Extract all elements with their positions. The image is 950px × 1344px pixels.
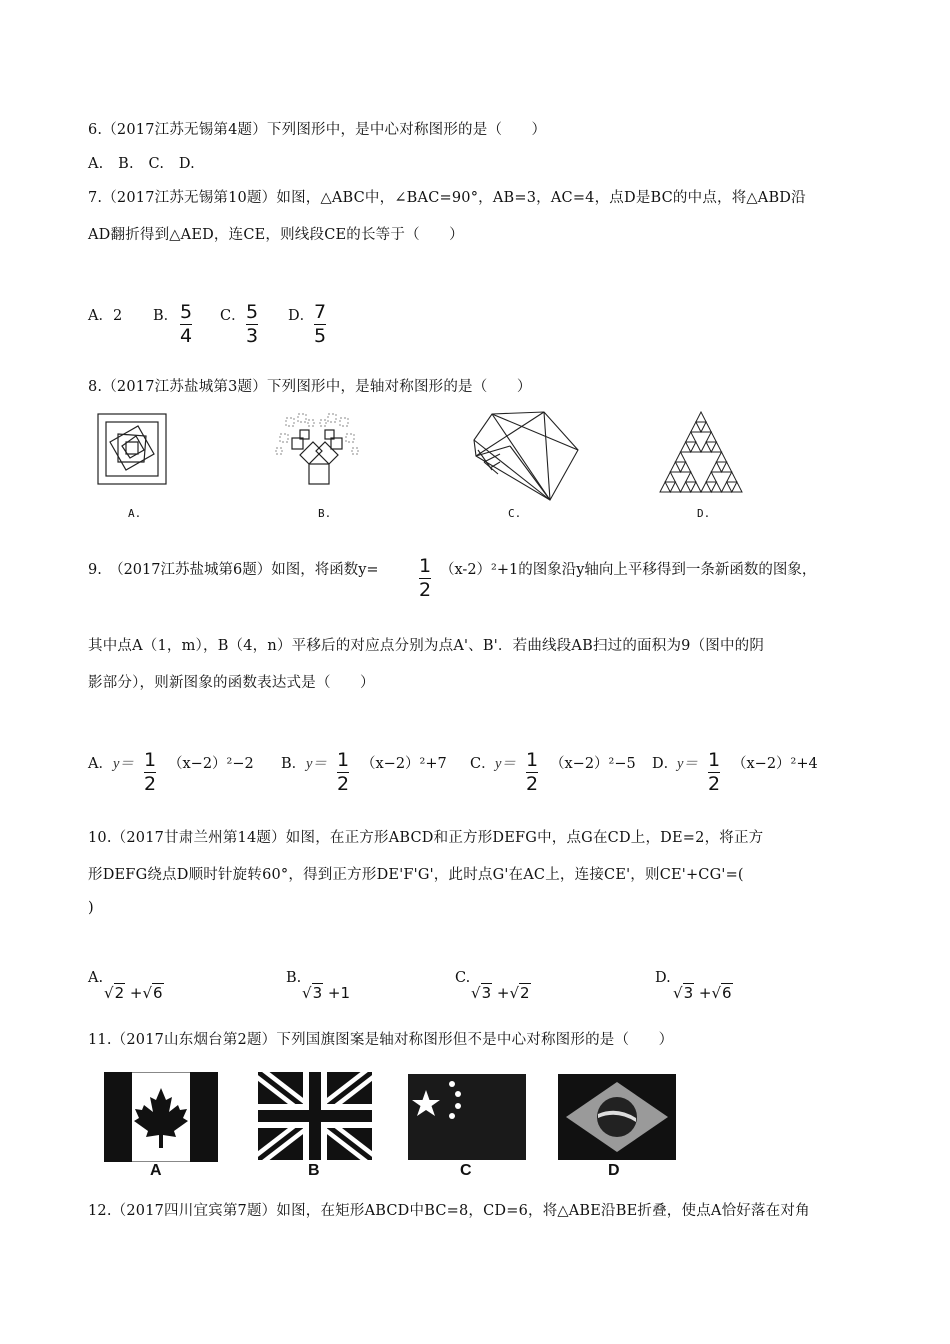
q11-label-a: A [150, 1162, 162, 1179]
q9-opt-d-tail: （x−2）²+4 [732, 756, 818, 772]
q6-options: A. B. C. D. [88, 156, 195, 172]
q9-line2: 其中点A（1，m），B（4，n）平移后的对应点分别为点A'、B'．若曲线段AB扫过的面积为9（图中的阴 [88, 638, 765, 654]
q9-opt-d-fraction: 1 2 [708, 749, 721, 795]
q10-opt-a-value: √2 +√6 [104, 984, 163, 1002]
q8-stem: 8.（2017江苏盐城第3题）下列图形中，是轴对称图形的是（ ） [88, 379, 532, 395]
q9-opt-b-label: B． [281, 756, 307, 772]
q9-opt-b-tail: （x−2）²+7 [361, 756, 447, 772]
q9-fraction: 1 2 [419, 555, 432, 601]
q9-line3: 影部分），则新图象的函数表达式是（ ） [88, 675, 375, 691]
q9-line1-start: 9. （2017江苏盐城第6题）如图，将函数y= [88, 562, 379, 578]
q9-opt-b-fraction: 1 2 [337, 749, 350, 795]
q11-stem: 11.（2017山东烟台第2题）下列国旗图案是轴对称图形但不是中心对称图形的是（ ） [88, 1032, 674, 1048]
q12-stem: 12.（2017四川宜宾第7题）如图，在矩形ABCD中BC=8，CD=6，将△ABE沿BE折叠，使点A恰好落在对角 [88, 1203, 810, 1219]
q10-opt-d-value: √3 +√6 [673, 984, 732, 1002]
q6-stem: 6.（2017江苏无锡第4题）下列图形中，是中心对称图形的是（ ） [88, 122, 547, 138]
q11-flag-a-canada [104, 1072, 218, 1162]
q9-opt-a-tail: （x−2）²−2 [168, 756, 254, 772]
q7-opt-d-fraction: 7 5 [314, 301, 327, 347]
q11-label-b: B [308, 1162, 320, 1179]
q8-figure-b [272, 412, 362, 488]
q9-opt-b-y: y＝ [306, 756, 327, 772]
q8-label-a: A. [128, 507, 142, 520]
q7-opt-b-fraction: 5 4 [180, 301, 193, 347]
q11-flag-b-uk [258, 1072, 372, 1160]
q11-label-c: C [460, 1162, 472, 1179]
q8-label-c: C. [508, 507, 522, 520]
q11-flag-c-china [408, 1074, 526, 1160]
q10-line3: ) [88, 900, 94, 916]
q9-opt-d-label: D． [652, 756, 679, 772]
q8-figure-c [470, 410, 582, 502]
q8-label-b: B. [318, 507, 332, 520]
q10-opt-c-value: √3 +√2 [471, 984, 530, 1002]
q10-opt-b-label: B. [286, 970, 302, 986]
q9-line1-end: （x-2）²+1的图象沿y轴向上平移得到一条新函数的图象， [440, 562, 817, 578]
q10-opt-a-label: A. [88, 970, 104, 986]
q8-figure-a [96, 412, 168, 486]
q9-opt-d-y: y＝ [677, 756, 698, 772]
q9-opt-c-label: C． [470, 756, 496, 772]
q7-opt-d: D． [288, 308, 315, 324]
q7-opt-c: C． [220, 308, 246, 324]
q9-opt-c-y: y＝ [495, 756, 516, 772]
q9-opt-a-fraction: 1 2 [144, 749, 157, 795]
q11-label-d: D [608, 1162, 620, 1179]
q8-label-d: D. [697, 507, 711, 520]
q9-opt-a-y: y＝ [113, 756, 134, 772]
q10-opt-c-label: C. [455, 970, 471, 986]
q10-line1: 10.（2017甘肃兰州第14题）如图，在正方形ABCD和正方形DEFG中，点G在CD上，DE=2，将正方 [88, 830, 764, 846]
q7-opt-c-fraction: 5 3 [246, 301, 259, 347]
q8-figure-d [658, 410, 744, 494]
q7-opt-a: A．2 [88, 308, 123, 324]
q11-flag-d-brazil [558, 1074, 676, 1160]
q7-line2: AD翻折得到△AED，连CE，则线段CE的长等于（ ） [88, 227, 464, 243]
q9-opt-c-tail: （x−2）²−5 [550, 756, 636, 772]
q10-opt-b-value: √3 +1 [302, 984, 351, 1002]
q7-opt-b: B． [153, 308, 179, 324]
q7-line1: 7.（2017江苏无锡第10题）如图，△ABC中，∠BAC=90°，AB=3，AC=4，点D是BC的中点，将△ABD沿 [88, 190, 806, 206]
q10-line2: 形DEFG绕点D顺时针旋转60°，得到正方形DE'F'G'，此时点G'在AC上，连接CE'，则CE'+CG'=( [88, 867, 744, 883]
q10-opt-d-label: D. [655, 970, 671, 986]
q9-opt-a-label: A． [88, 756, 113, 772]
q9-opt-c-fraction: 1 2 [526, 749, 539, 795]
